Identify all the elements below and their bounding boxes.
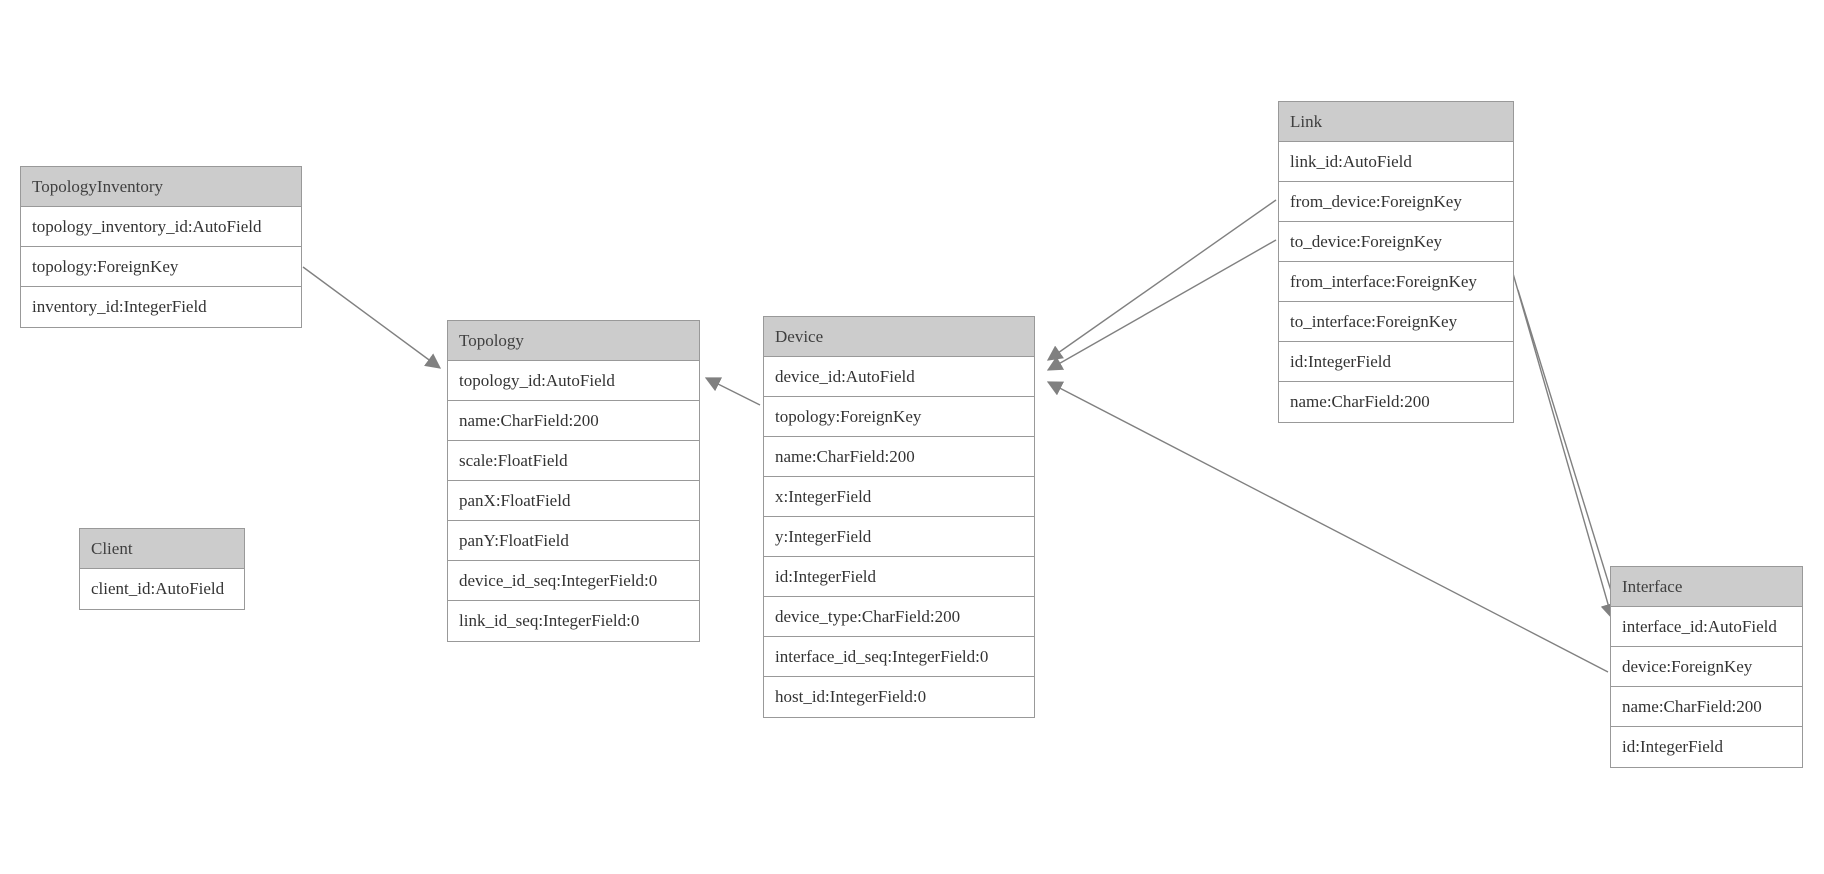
- entity-field: y:IntegerField: [764, 517, 1034, 557]
- entity-field: device_type:CharField:200: [764, 597, 1034, 637]
- entity-link[interactable]: [1278, 101, 1514, 423]
- entity-topology[interactable]: [447, 320, 700, 642]
- entity-field: name:CharField:200: [1290, 392, 1430, 411]
- edge-link-interface-2: [1518, 290, 1620, 620]
- entity-field: topology:ForeignKey: [764, 397, 1034, 437]
- entity-title: Link: [1279, 102, 1513, 142]
- entity-title: Topology: [448, 321, 699, 361]
- edge-topologyinventory-topology: [303, 267, 440, 368]
- edge-link-device-2: [1048, 240, 1276, 370]
- entity-field: to_interface:ForeignKey: [1279, 302, 1513, 342]
- entity-field: panY:FloatField: [448, 521, 699, 561]
- entity-title: Client: [80, 529, 244, 569]
- entity-field: interface_id:AutoField: [1611, 607, 1802, 647]
- edge-link-device-1: [1048, 200, 1276, 360]
- edge-device-topology: [706, 378, 760, 405]
- entity-field: device_id_seq:IntegerField:0: [448, 561, 699, 601]
- entity-field: device_id:AutoField: [764, 357, 1034, 397]
- entity-topologyinventory[interactable]: [20, 166, 302, 328]
- entity-field: x:IntegerField: [764, 477, 1034, 517]
- entity-field: device:ForeignKey: [1611, 647, 1802, 687]
- edge-interface-device: [1048, 382, 1608, 672]
- entity-title: Device: [764, 317, 1034, 357]
- entity-field: inventory_id:IntegerField: [32, 297, 207, 316]
- entity-field: topology_inventory_id:AutoField: [21, 207, 301, 247]
- entity-field: from_device:ForeignKey: [1279, 182, 1513, 222]
- entity-field: from_interface:ForeignKey: [1279, 262, 1513, 302]
- entity-device[interactable]: [763, 316, 1035, 718]
- entity-field: to_device:ForeignKey: [1279, 222, 1513, 262]
- entity-field: panX:FloatField: [448, 481, 699, 521]
- entity-field: client_id:AutoField: [91, 579, 225, 598]
- entity-field: link_id:AutoField: [1279, 142, 1513, 182]
- entity-field: scale:FloatField: [448, 441, 699, 481]
- entity-field: name:CharField:200: [764, 437, 1034, 477]
- edge-link-interface-1: [1512, 270, 1612, 618]
- entity-client[interactable]: [79, 528, 245, 610]
- entity-field: interface_id_seq:IntegerField:0: [764, 637, 1034, 677]
- entity-field: topology_id:AutoField: [448, 361, 699, 401]
- entity-field: host_id:IntegerField:0: [775, 687, 927, 706]
- entity-field: link_id_seq:IntegerField:0: [459, 611, 640, 630]
- entity-field: id:IntegerField: [764, 557, 1034, 597]
- entity-title: TopologyInventory: [21, 167, 301, 207]
- entity-title: Interface: [1611, 567, 1802, 607]
- entity-interface[interactable]: [1610, 566, 1803, 768]
- entity-field: id:IntegerField: [1622, 737, 1724, 756]
- entity-field: topology:ForeignKey: [21, 247, 301, 287]
- entity-field: name:CharField:200: [1611, 687, 1802, 727]
- entity-field: id:IntegerField: [1279, 342, 1513, 382]
- entity-field: name:CharField:200: [448, 401, 699, 441]
